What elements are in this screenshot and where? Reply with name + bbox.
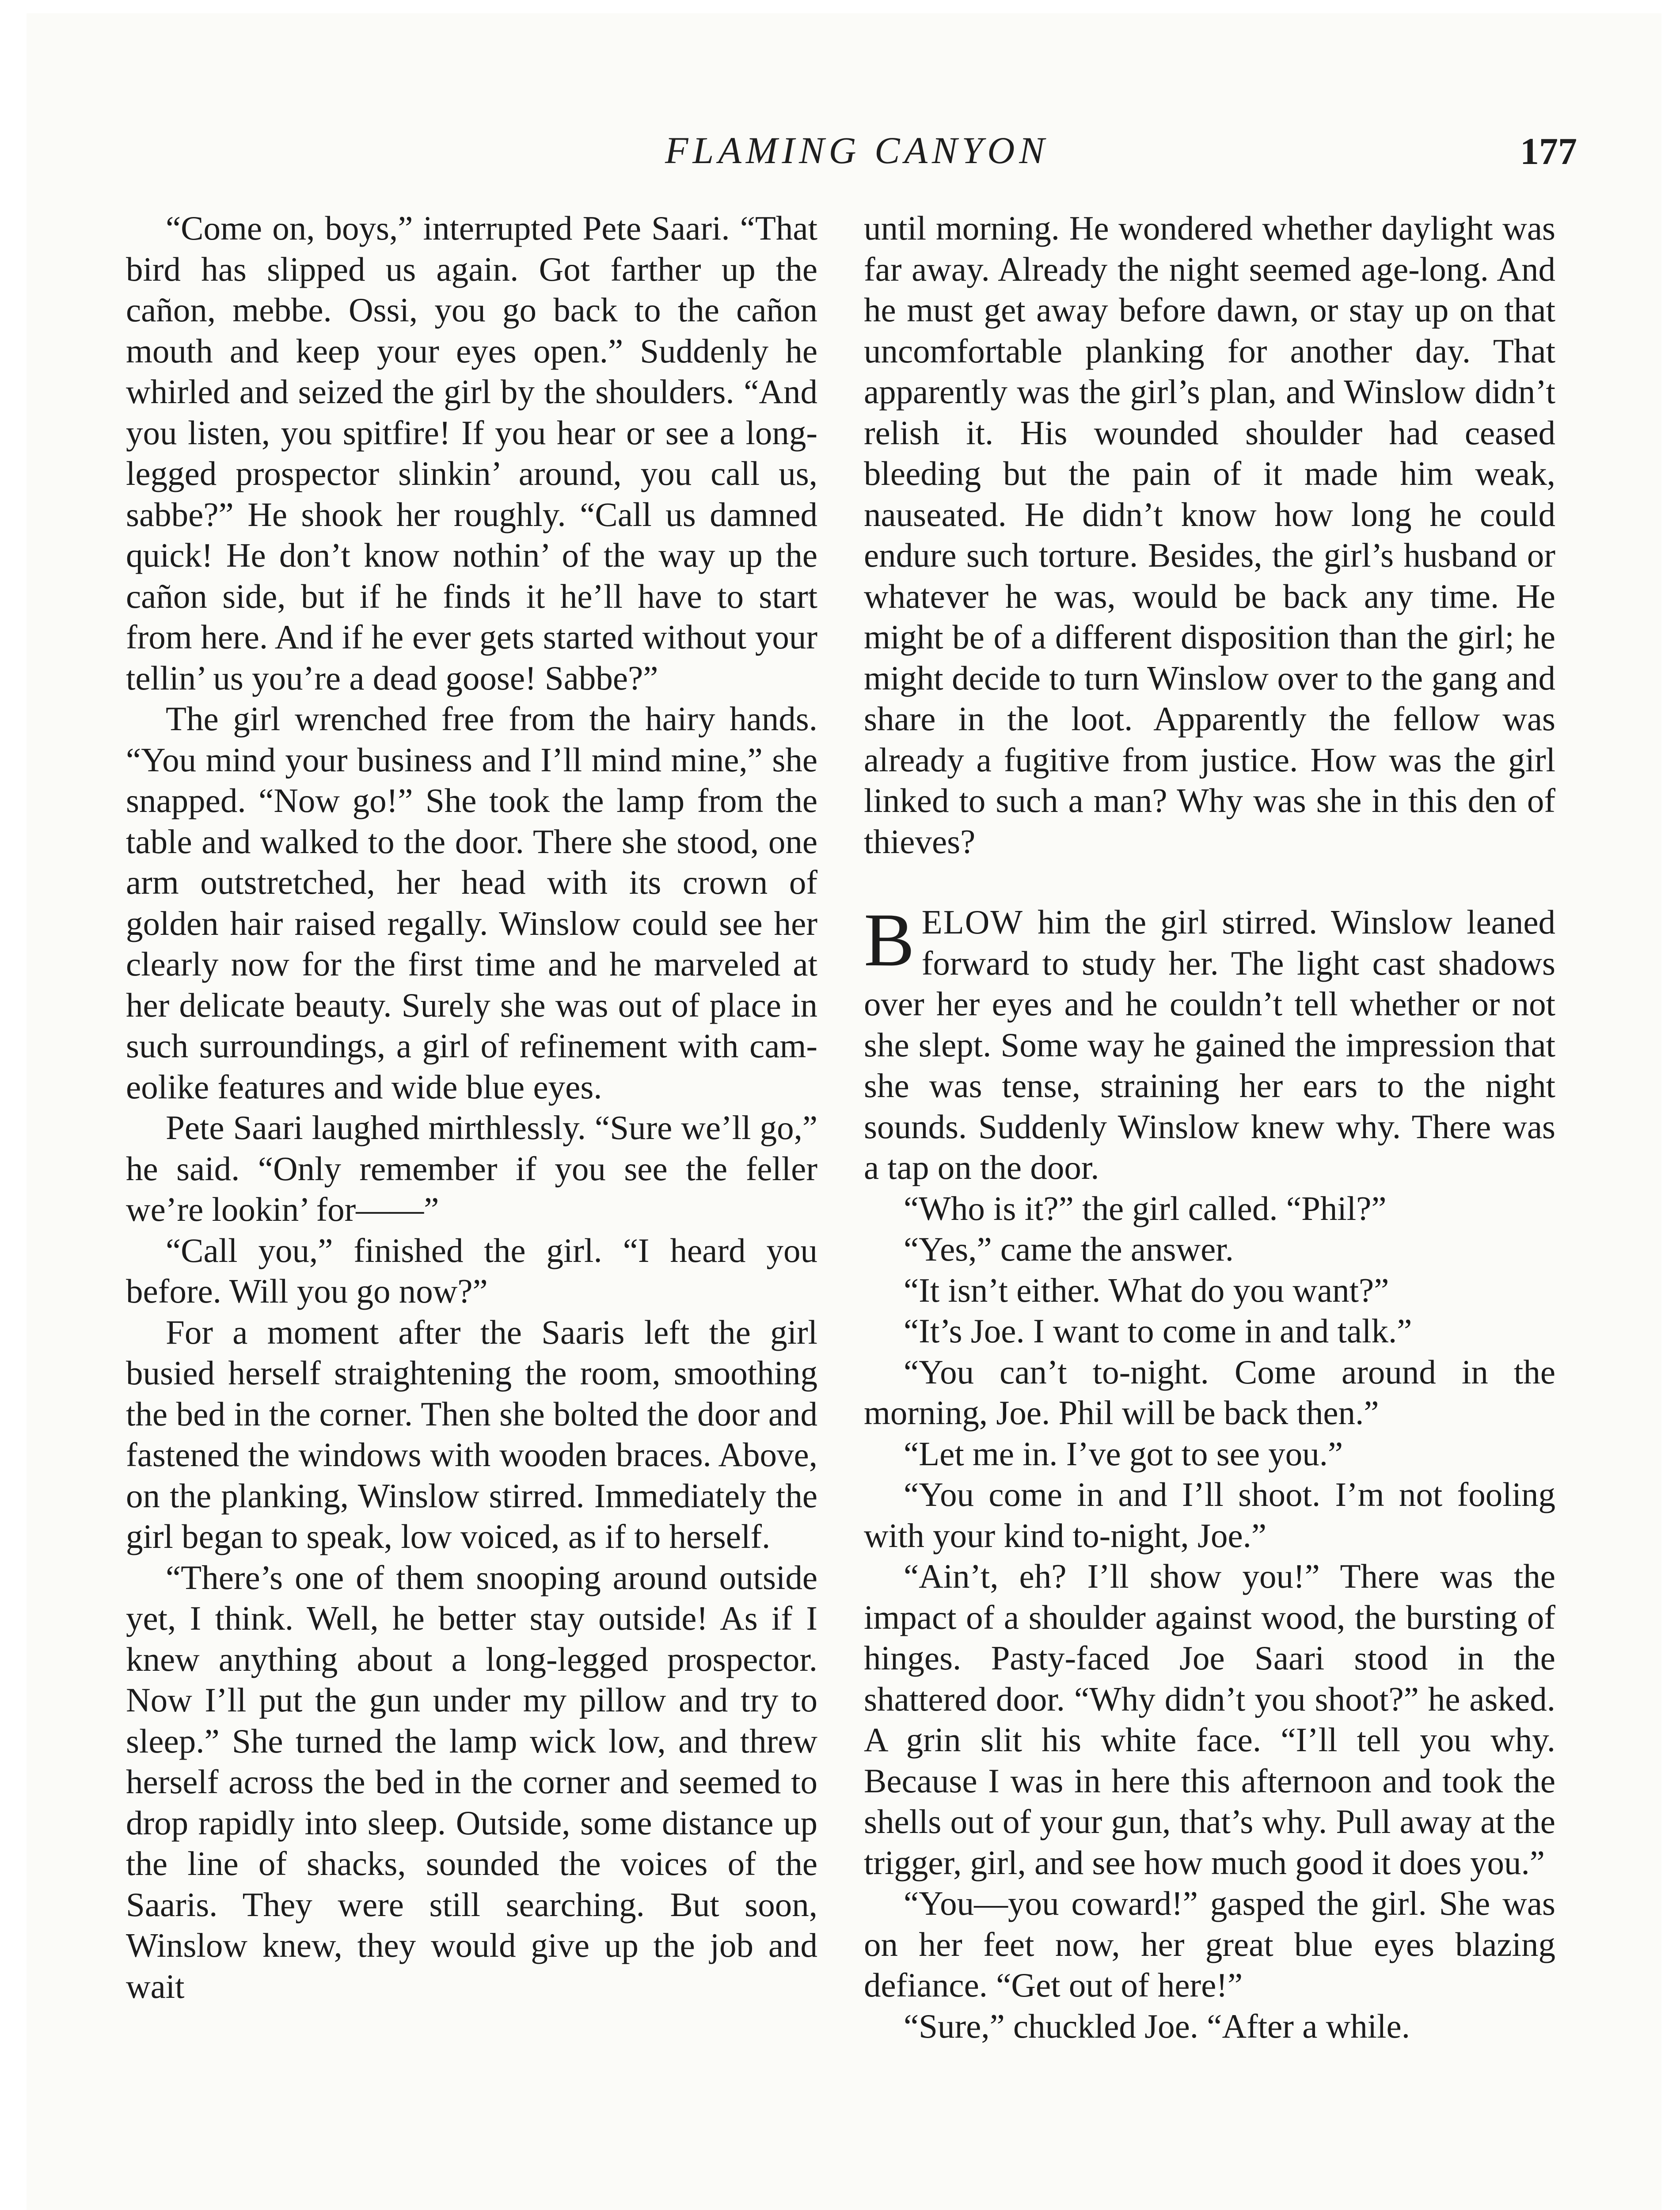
running-title: FLAMING CANYON [665, 129, 1049, 171]
left-column [126, 208, 817, 2007]
magazine-page [27, 13, 1661, 2210]
right-column [864, 208, 1555, 2046]
paragraph: “Who is it?” the girl called. “Phil?” [904, 1189, 1387, 1227]
paragraph: “Ain’t, eh? I’ll show you!” There was the impact of a shoulder against wood, the bursting of hinges. Pasty-faced Joe Saari stood in the shattered door. “Why didn’t you shoot?” he asked. A grin slit his white face. “I’ll tell you why. Because I was in here this afternoon and took the shells out of your gun, that’s why. Pull away at the trigger, girl, and see how much good it does you.” [864, 1557, 1555, 1882]
paragraph: For a moment after the Saaris left the girl busied herself straightening the room, smoothing the bed in the corner. Then she bolted the door and fastened the windows with wooden braces. Above, on the planking, Winslow stirred. Immediately the girl began to speak, low voiced, as if to herself. [126, 1313, 817, 1555]
paragraph: “Call you,” finished the girl. “I heard you before. Will you go now?” [126, 1231, 817, 1310]
paragraph: The girl wrenched free from the hairy hands. “You mind your business and I’ll mind mine,” she snapped. “Now go!” She took the lamp from the table and walked to the door. There she stood, one arm outstretched, her head with its crown of golden hair raised regally. Winslow could see her clearly now for the first time and he marveled at her delicate beauty. Surely she was out of place in such surroundings, a girl of refinement with cameolike features and wide blue eyes. [126, 700, 817, 1106]
section-opening-paragraph [864, 898, 1555, 1188]
paragraph: “You can’t to-night. Come around in the morning, Joe. Phil will be back then.” [864, 1353, 1555, 1432]
paragraph: “You—you coward!” gasped the girl. She was on her feet now, her great blue eyes blazing defiance. “Get out of here!” [864, 1884, 1555, 2004]
paragraph: “Sure,” chuckled Joe. “After a while. [904, 2007, 1410, 2045]
page-number: 177 [1520, 130, 1577, 172]
lead-in-caps: ELOW [921, 903, 1024, 941]
paragraph: “Yes,” came the answer. [904, 1230, 1234, 1268]
paragraph-continuation: until morning. He wondered whether daylight was far away. Already the night seemed age-long. And he must get away before dawn, or stay up on that uncomfortable planking for another day. That apparently was the girl’s plan, and Winslow didn’t relish it. His wounded shoulder had ceased bleeding but the pain of it made him weak, nauseated. He didn’t know how long he could endure such torture. Besides, the girl’s husband or whatever he was, would be back any time. He might be of a different disposition than the girl; he might decide to turn Winslow over to the gang and share in the loot. Apparently the fellow was already a fugitive from justice. How was the girl linked to such a man? Why was she in this den of thieves? [864, 209, 1555, 861]
paragraph: “Let me in. I’ve got to see you.” [904, 1434, 1343, 1473]
paragraph: “It isn’t either. What do you want?” [904, 1271, 1389, 1309]
paragraph: “Come on, boys,” interrupted Pete Saari. “That bird has slipped us again. Got farther up the cañon, mebbe. Ossi, you go back to the cañon mouth and keep your eyes open.” Suddenly he whirled and seized the girl by the shoulders. “And you listen, you spitfire! If you hear or see a long-legged prospector slinkin’ around, you call us, sabbe?” He shook her roughly. “Call us damned quick! He don’t know nothin’ of the way up the cañon side, but if he finds it he’ll have to start from here. And if he ever gets started without your tellin’ us you’re a dead goose! Sabbe?” [126, 209, 817, 697]
paragraph: “There’s one of them snooping around outside yet, I think. Well, he better stay outside! As if I knew anything about a long-legged prospector. Now I’ll put the gun under my pillow and try to sleep.” She turned the lamp wick low, and threw herself across the bed in the corner and seemed to drop rapidly into sleep. Outside, some distance up the line of shacks, sounded the voices of the Saaris. They were still searching. But soon, Winslow knew, they would give up the job and wait [126, 1558, 817, 2005]
paragraph: Pete Saari laughed mirthlessly. “Sure we’ll go,” he said. “Only remember if you see the feller we’re lookin’ for——” [126, 1109, 817, 1228]
drop-cap: B [864, 898, 915, 982]
section-opening-text: him the girl stirred. Winslow leaned forward to study her. The light cast shadows over her eyes and he couldn’t tell whether or not she slept. Some way he gained the impression that she was tense, straining her ears to the night sounds. Suddenly Winslow knew why. There was a tap on the door. [864, 903, 1555, 1186]
paragraph: “It’s Joe. I want to come in and talk.” [904, 1312, 1412, 1350]
paragraph: “You come in and I’ll shoot. I’m not fooling with your kind to-night, Joe.” [864, 1475, 1555, 1555]
